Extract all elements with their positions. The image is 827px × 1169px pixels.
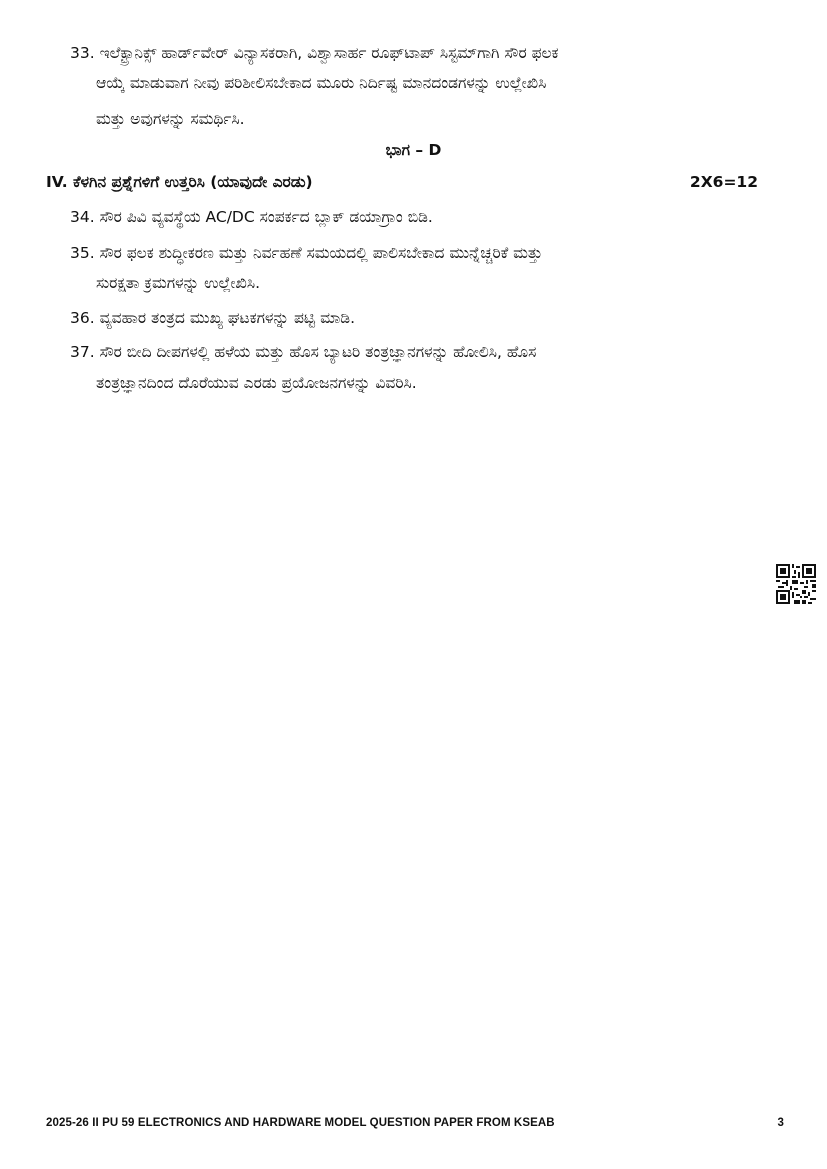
- qr-code: [776, 564, 816, 604]
- question-text-line: ಆಯ್ಕೆ ಮಾಡುವಾಗ ನೀವು ಪರಿಶೀಲಿಸಬೇಕಾದ ಮೂರು ನಿರ್ದಿಷ್ಟ ಮಾನದಂಡಗಳನ್ನು ಉಲ್ಲೇಖಿಸಿ: [96, 74, 547, 92]
- question-number: 35.: [70, 244, 95, 262]
- section-heading: IV. ಕೆಳಗಿನ ಪ್ರಶ್ನೆಗಳಿಗೆ ಉತ್ತರಿಸಿ (ಯಾವುದೇ ಎರಡು): [46, 173, 313, 191]
- question-number: 36.: [70, 309, 95, 327]
- question-text-line: ಮತ್ತು ಅವುಗಳನ್ನು ಸಮರ್ಥಿಸಿ.: [96, 110, 245, 128]
- page-footer: [46, 1117, 784, 1129]
- section-heading-row: [46, 173, 758, 192]
- question-text-line: ಇಲೆಕ್ಟ್ರಾನಿಕ್ಸ್ ಹಾರ್ಡ್‌ವೇರ್ ವಿನ್ಯಾಸಕರಾಗಿ, ವಿಶ್ವಾಸಾರ್ಹ ರೂಫ್‌ಟಾಪ್ ಸಿಸ್ಟಮ್‌ಗಾಗಿ ಸೌರ ಫಲಕ: [99, 44, 559, 62]
- footer-title: 2025-26 II PU 59 ELECTRONICS AND HARDWARE MODEL QUESTION PAPER FROM KSEAB: [46, 1117, 555, 1129]
- question-text-line: ಸುರಕ್ಷತಾ ಕ್ರಮಗಳನ್ನು ಉಲ್ಲೇಖಿಸಿ.: [96, 274, 261, 292]
- question-text-line: ಸೌರ ಪಿವಿ ವ್ಯವಸ್ಥೆಯ AC/DC ಸಂಪರ್ಕದ ಬ್ಲಾಕ್ ಡಯಾಗ್ರಾಂ ಬಿಡಿ.: [99, 208, 433, 226]
- question-number: 33.: [70, 44, 95, 62]
- question-number: 34.: [70, 208, 95, 226]
- question-text-line: ಸೌರ ಫಲಕ ಶುದ್ಧೀಕರಣ ಮತ್ತು ನಿರ್ವಹಣೆ ಸಮಯದಲ್ಲಿ ಪಾಲಿಸಬೇಕಾದ ಮುನ್ನೆಚ್ಚರಿಕೆ ಮತ್ತು: [99, 244, 543, 262]
- question-text-line: ತಂತ್ರಜ್ಞಾನದಿಂದ ದೊರೆಯುವ ಎರಡು ಪ್ರಯೋಜನಗಳನ್ನು ವಿವರಿಸಿ.: [96, 374, 417, 392]
- page-number: 3: [777, 1117, 784, 1129]
- section-marks: 2X6=12: [689, 173, 758, 191]
- question-text-line: ಸೌರ ಬೀದಿ ದೀಪಗಳಲ್ಲಿ ಹಳೆಯ ಮತ್ತು ಹೊಸ ಬ್ಯಾಟರಿ ತಂತ್ರಜ್ಞಾನಗಳನ್ನು ಹೋಲಿಸಿ, ಹೊಸ: [99, 343, 537, 361]
- part-title: ಭಾಗ – D: [385, 141, 442, 159]
- question-number: 37.: [70, 343, 95, 361]
- qr-code-icon: [776, 564, 816, 604]
- question-text-line: ವ್ಯವಹಾರ ತಂತ್ರದ ಮುಖ್ಯ ಘಟಕಗಳನ್ನು ಪಟ್ಟಿ ಮಾಡಿ.: [99, 309, 355, 327]
